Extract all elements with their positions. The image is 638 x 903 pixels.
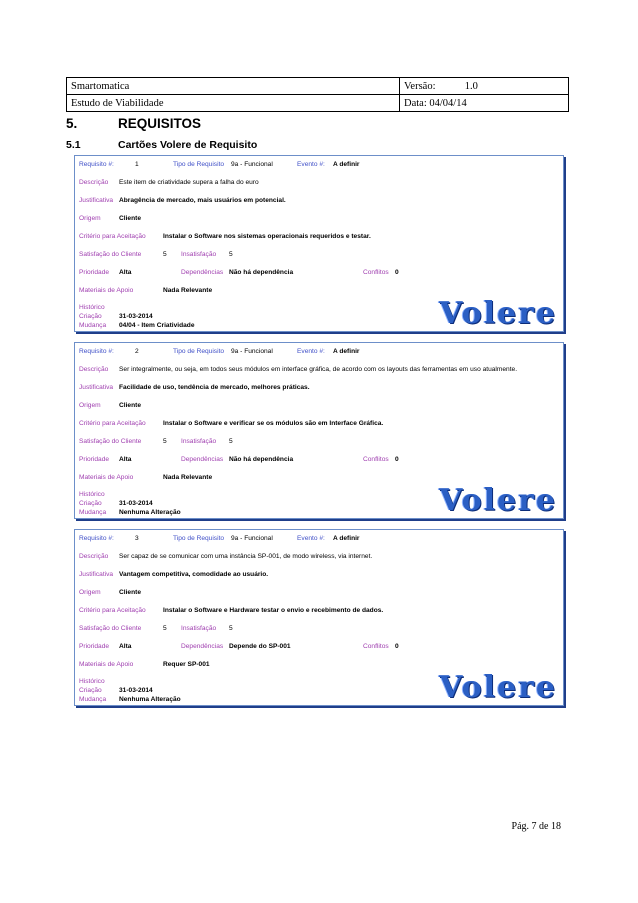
support-materials: Requer SP-001: [163, 661, 210, 668]
card-row-satisfacao: [79, 438, 559, 448]
version-value: 1.0: [464, 80, 478, 92]
acceptance-criteria: Instalar o Software e verificar se os módulos são em Interface Gráfica.: [163, 420, 384, 427]
card-row-descricao: [79, 553, 559, 563]
label-criterio: Critério para Aceitação: [79, 420, 146, 427]
company-name: Smartomatica: [67, 78, 400, 95]
requirement-priority: Alta: [119, 456, 132, 463]
label-satisfacao: Satisfação do Cliente: [79, 625, 142, 632]
card-row-satisfacao: [79, 625, 559, 635]
requirement-event: A definir: [333, 161, 360, 168]
customer-satisfaction: 5: [163, 625, 167, 632]
label-materiais: Materiais de Apoio: [79, 287, 134, 294]
change-note: Nenhuma Alteração: [119, 509, 181, 516]
subsection-number: 5.1: [66, 139, 81, 151]
requirement-origin: Cliente: [119, 402, 141, 409]
label-prioridade: Prioridade: [79, 456, 110, 463]
requirement-number: 1: [135, 161, 139, 168]
volere-logo: Volere: [439, 483, 557, 518]
label-tipo: Tipo de Requisito: [173, 535, 225, 542]
requirement-conflicts: 0: [395, 643, 399, 650]
label-descricao: Descrição: [79, 366, 109, 373]
creation-date: 31-03-2014: [119, 500, 153, 507]
label-satisfacao: Satisfação do Cliente: [79, 251, 142, 258]
label-tipo: Tipo de Requisito: [173, 348, 225, 355]
label-historico: Histórico: [79, 678, 105, 685]
label-origem: Origem: [79, 215, 101, 222]
requirement-origin: Cliente: [119, 589, 141, 596]
card-row-criterio: [79, 233, 559, 243]
requirement-description: Ser capaz de se comunicar com uma instância SP-001, de modo wireless, via internet.: [119, 553, 373, 560]
support-materials: Nada Relevante: [163, 474, 213, 481]
label-criacao: Criação: [79, 500, 102, 507]
card-row-historico: [79, 491, 379, 519]
volere-card: [74, 155, 564, 332]
label-insatisfacao: Insatisfação: [181, 251, 217, 258]
requirement-origin: Cliente: [119, 215, 141, 222]
requirement-dependencies: Depende do SP-001: [229, 643, 291, 650]
document-title: Estudo de Viabilidade: [67, 95, 400, 112]
label-dependencias: Dependências: [181, 269, 224, 276]
label-prioridade: Prioridade: [79, 643, 110, 650]
document-date: Data: 04/04/14: [400, 95, 569, 112]
requirement-event: A definir: [333, 535, 360, 542]
label-conflitos: Conflitos: [363, 456, 389, 463]
label-prioridade: Prioridade: [79, 269, 110, 276]
card-row-satisfacao: [79, 251, 559, 261]
volere-card: [74, 342, 564, 519]
label-materiais: Materiais de Apoio: [79, 661, 134, 668]
label-mudanca: Mudança: [79, 509, 107, 516]
label-evento: Evento #:: [297, 348, 325, 355]
label-criterio: Critério para Aceitação: [79, 233, 146, 240]
version-label: Versão:: [404, 80, 436, 92]
requirement-priority: Alta: [119, 269, 132, 276]
label-historico: Histórico: [79, 304, 105, 311]
requirement-description: Este item de criatividade supera a falha do euro: [119, 179, 259, 186]
acceptance-criteria: Instalar o Software e Hardware testar o envio e recebimento de dados.: [163, 607, 384, 614]
requirement-number: 3: [135, 535, 139, 542]
label-criterio: Critério para Aceitação: [79, 607, 146, 614]
creation-date: 31-03-2014: [119, 687, 153, 694]
label-justificativa: Justificativa: [79, 571, 114, 578]
label-dependencias: Dependências: [181, 643, 224, 650]
document-header-table: [66, 77, 569, 112]
requirement-description: Ser integralmente, ou seja, em todos seus módulos em interface gráfica, de acordo com os layouts das ferramentas em uso atualmente.: [119, 366, 518, 373]
requirement-dependencies: Não há dependência: [229, 456, 294, 463]
card-row-prioridade: [79, 456, 559, 466]
label-evento: Evento #:: [297, 535, 325, 542]
support-materials: Nada Relevante: [163, 287, 213, 294]
card-row-justificativa: [79, 197, 559, 207]
subsection-heading: [66, 139, 257, 151]
section-number: 5.: [66, 116, 78, 131]
card-row-criterio: [79, 607, 559, 617]
customer-satisfaction: 5: [163, 251, 167, 258]
section-title: REQUISITOS: [118, 116, 202, 131]
requirement-conflicts: 0: [395, 456, 399, 463]
customer-dissatisfaction: 5: [229, 251, 233, 258]
creation-date: 31-03-2014: [119, 313, 153, 320]
card-row-historico: [79, 678, 379, 706]
label-descricao: Descrição: [79, 179, 109, 186]
label-criacao: Criação: [79, 687, 102, 694]
requirement-type: 9a - Funcional: [231, 348, 273, 355]
label-justificativa: Justificativa: [79, 197, 114, 204]
volere-card: [74, 529, 564, 706]
change-note: 04/04 - Item Criatividade: [119, 322, 195, 329]
card-row-justificativa: [79, 571, 559, 581]
label-insatisfacao: Insatisfação: [181, 438, 217, 445]
card-row-header: [79, 535, 559, 545]
requirement-number: 2: [135, 348, 139, 355]
requirement-justification: Vantagem competitiva, comodidade ao usuário.: [119, 571, 269, 578]
card-row-justificativa: [79, 384, 559, 394]
requirement-type: 9a - Funcional: [231, 535, 273, 542]
label-insatisfacao: Insatisfação: [181, 625, 217, 632]
label-justificativa: Justificativa: [79, 384, 114, 391]
label-dependencias: Dependências: [181, 456, 224, 463]
volere-logo: Volere: [439, 670, 557, 705]
label-conflitos: Conflitos: [363, 269, 389, 276]
change-note: Nenhuma Alteração: [119, 696, 181, 703]
customer-dissatisfaction: 5: [229, 625, 233, 632]
subsection-title: Cartões Volere de Requisito: [118, 139, 258, 151]
customer-satisfaction: 5: [163, 438, 167, 445]
card-row-origem: [79, 402, 559, 412]
requirement-dependencies: Não há dependência: [229, 269, 294, 276]
volere-logo: Volere: [439, 296, 557, 331]
label-criacao: Criação: [79, 313, 102, 320]
requirement-conflicts: 0: [395, 269, 399, 276]
version-cell: [400, 78, 569, 95]
card-row-origem: [79, 215, 559, 225]
requirement-priority: Alta: [119, 643, 132, 650]
label-conflitos: Conflitos: [363, 643, 389, 650]
card-row-descricao: [79, 366, 559, 376]
label-mudanca: Mudança: [79, 696, 107, 703]
label-evento: Evento #:: [297, 161, 325, 168]
label-requisito: Requisito #:: [79, 535, 114, 542]
requirement-type: 9a - Funcional: [231, 161, 273, 168]
label-requisito: Requisito #:: [79, 348, 114, 355]
label-tipo: Tipo de Requisito: [173, 161, 225, 168]
requirement-justification: Facilidade de uso, tendência de mercado, melhores práticas.: [119, 384, 310, 391]
requirement-event: A definir: [333, 348, 360, 355]
label-origem: Origem: [79, 589, 101, 596]
requirement-justification: Abragência de mercado, mais usuários em potencial.: [119, 197, 286, 204]
page-number: Pág. 7 de 18: [511, 821, 561, 832]
section-heading: [66, 116, 201, 131]
card-row-criterio: [79, 420, 559, 430]
card-row-header: [79, 161, 559, 171]
card-row-origem: [79, 589, 559, 599]
acceptance-criteria: Instalar o Software nos sistemas operacionais requeridos e testar.: [163, 233, 371, 240]
card-row-prioridade: [79, 643, 559, 653]
label-materiais: Materiais de Apoio: [79, 474, 134, 481]
card-row-prioridade: [79, 269, 559, 279]
label-origem: Origem: [79, 402, 101, 409]
card-row-historico: [79, 304, 379, 332]
card-row-descricao: [79, 179, 559, 189]
customer-dissatisfaction: 5: [229, 438, 233, 445]
card-row-header: [79, 348, 559, 358]
label-requisito: Requisito #:: [79, 161, 114, 168]
label-satisfacao: Satisfação do Cliente: [79, 438, 142, 445]
label-mudanca: Mudança: [79, 322, 107, 329]
label-historico: Histórico: [79, 491, 105, 498]
label-descricao: Descrição: [79, 553, 109, 560]
